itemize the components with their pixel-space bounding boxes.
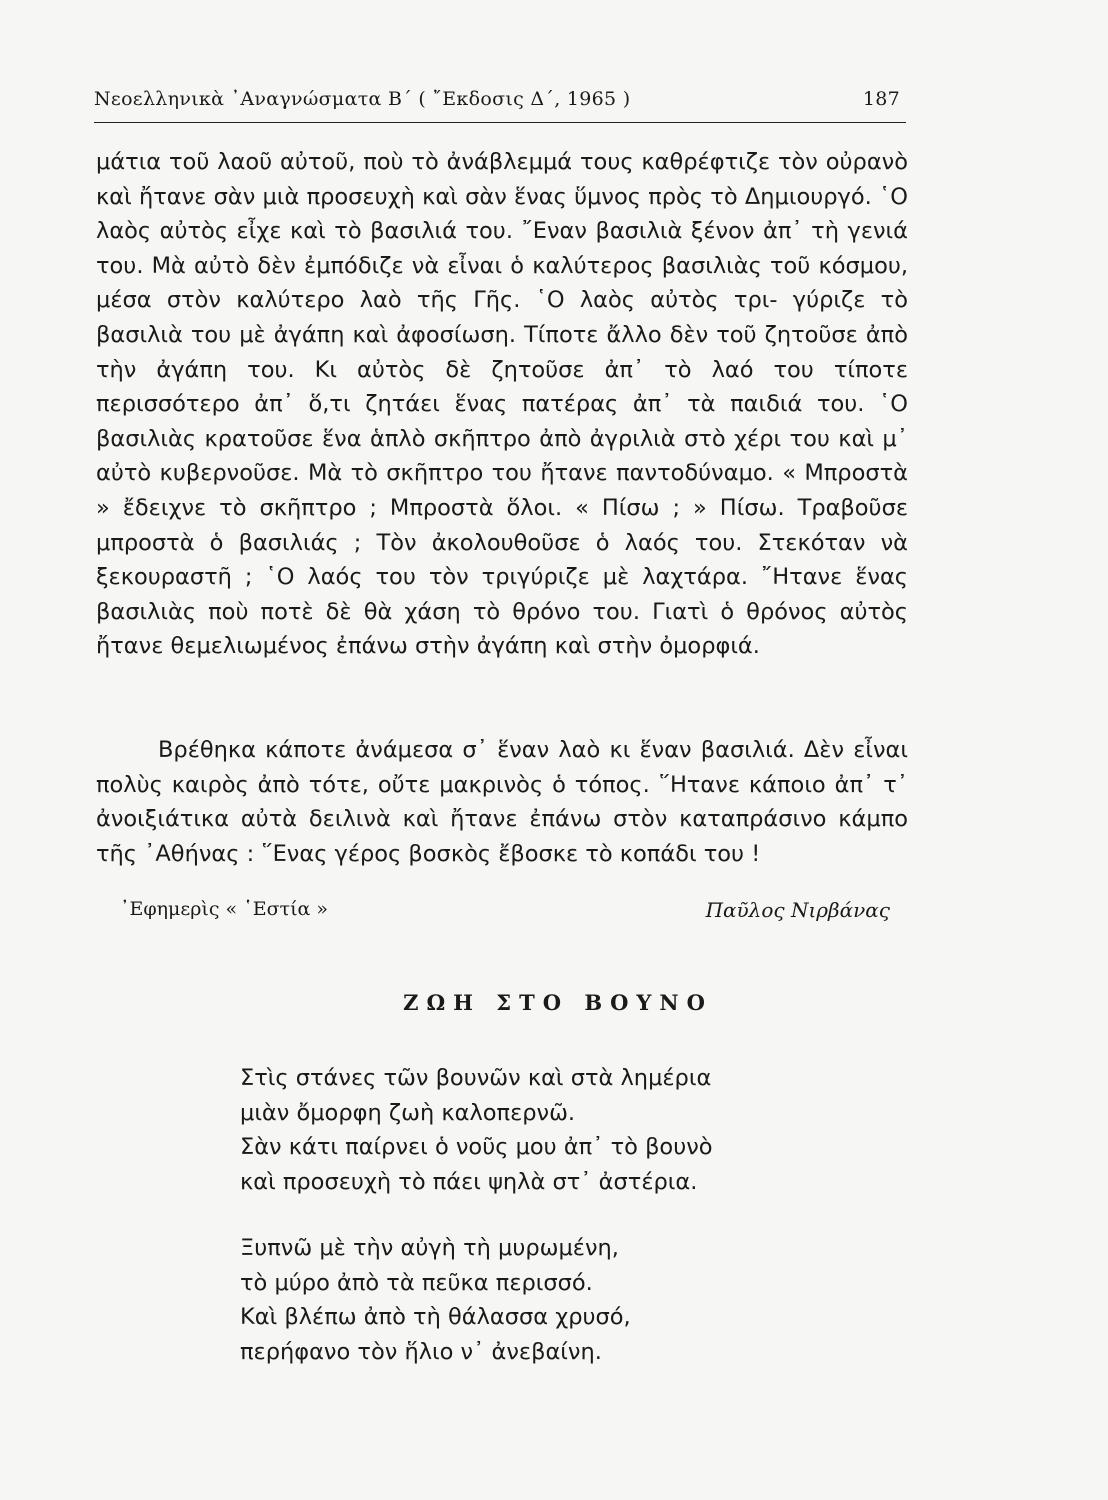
- author-name: Παῦλος Νιρβάνας: [705, 898, 890, 922]
- text-line: παιδιά του. ῾Ο βασιλιὰς κρατοῦσε ἕνα ἁπλὸ σκῆπτρο ἀπὸ ἀγριλιὰ: [96, 391, 909, 452]
- text-line: λαό του τίποτε περισσότερο ἀπ᾽ ὅ,τι ζητάει ἕνας πατέρας ἀπ᾽ τὰ: [96, 356, 908, 418]
- poem-stanza-2: [240, 1231, 880, 1369]
- text-line: παντοδύναμο. « Μπροστὰ » ἔδειχνε τὸ σκῆπτρο ; Μπροστὰ ὅλοι.: [96, 460, 908, 521]
- text-line: « Πίσω ; » Πίσω. Τραβοῦσε μπροστὰ ὁ βασιλιάς ; Τὸν ἀκολουθοῦσε: [96, 494, 908, 556]
- text-line: καὶ στὴν ὀμορφιά.: [554, 633, 760, 660]
- text-line: τὴ γενιά του. Μὰ αὐτὸ δὲν ἐμπόδιζε νὰ εἶναι ὁ καλύτερος βασιλιὰς: [96, 218, 909, 279]
- page-number: 187: [862, 88, 900, 110]
- text-line: πολὺς καιρὸς ἀπὸ τότε, οὔτε μακρινὸς ὁ τόπος. ῞Ητανε κάποιο: [96, 771, 826, 798]
- verse-line: περήφανο τὸν ἥλιο ν᾽ ἀνεβαίνη.: [240, 1338, 602, 1365]
- text-line: ἀπ᾽ τ᾽ ἀνοιξιάτικα αὐτὰ δειλινὰ καὶ ἤτανε ἐπάνω στὸν καταπράσινο: [96, 771, 909, 833]
- text-line: μὲ λαχτάρα. ῎Ητανε ἕνας βασιλιὰς ποὺ ποτὲ δὲ θὰ χάση τὸ θρόνο: [96, 564, 908, 625]
- running-head: [94, 86, 906, 116]
- text-line: ὁ λαός του. Στεκόταν νὰ ξεκουραστῆ ; ῾Ο λαός του τὸν τριγύριζε: [96, 529, 908, 591]
- verse-line: Στὶς στάνες τῶν βουνῶν καὶ στὰ λημέρια: [240, 1065, 712, 1091]
- text-line: Βρέθηκα κάποτε ἀνάμεσα σ᾽ ἕναν λαὸ κι ἕναν βασιλιά. Δὲν εἶναι: [158, 737, 908, 763]
- text-line: στὸ χέρι του καὶ μ᾽ αὐτὸ κυβερνοῦσε. Μὰ τὸ σκῆπτρο του ἤτανε: [96, 425, 909, 487]
- verse-line: καὶ προσευχὴ τὸ πάει ψηλὰ στ᾽ ἀστέρια.: [240, 1168, 698, 1195]
- verse-line: Καὶ βλέπω ἀπὸ τὴ θάλασσα χρυσό,: [240, 1304, 631, 1331]
- verse-line: Σὰν κάτι παίρνει ὁ νοῦς μου ἀπ᾽ τὸ βουνὸ: [240, 1134, 713, 1161]
- text-line: τοῦ κόσμου, μέσα στὸν καλύτερο λαὸ τῆς Γῆς. ῾Ο λαὸς αὐτὸς τρι-: [96, 252, 909, 314]
- text-line: γύριζε τὸ βασιλιὰ του μὲ ἀγάπη καὶ ἀφοσίωση. Τίποτε ἄλλο δὲν: [96, 287, 908, 348]
- running-head-title: Νεοελληνικὰ ᾽Αναγνώσματα Β΄ ( ῎Εκδοσις Δ΄, 1965 ): [94, 88, 631, 110]
- text-line: κάμπο τῆς ᾽Αθήνας : ῞Ενας γέρος βοσκὸς ἔβοσκε τὸ κοπάδι του !: [96, 806, 909, 867]
- text-line: του. Γιατὶ ὁ θρόνος αὐτὸς ἤτανε θεμελιωμένος ἐπάνω στὴν ἀγάπη: [96, 598, 908, 660]
- header-rule: [94, 122, 906, 123]
- verse-line: τὸ μύρο ἀπὸ τὰ πεῦκα περισσό.: [240, 1269, 593, 1296]
- text-line: μάτια τοῦ λαοῦ αὐτοῦ, ποὺ τὸ ἀνάβλεμμά τους καθρέφτιζε τὸν οὐρανὸ: [96, 149, 908, 175]
- prose-paragraph-2: [96, 733, 908, 871]
- source-attribution: ᾽Εφημερὶς « ῾Εστία »: [120, 898, 329, 920]
- verse-line: μιὰν ὄμορφη ζωὴ καλοπερνῶ.: [240, 1099, 576, 1126]
- verse-line: Ξυπνῶ μὲ τὴν αὐγὴ τὴ μυρωμένη,: [240, 1235, 619, 1261]
- poem-title: ΖΩΗ ΣΤΟ ΒΟΥΝΟ: [403, 990, 713, 1015]
- text-line: τοῦ ζητοῦσε ἀπὸ τὴν ἀγάπη του. Κι αὐτὸς δὲ ζητοῦσε ἀπ᾽ τὸ: [96, 321, 908, 383]
- prose-paragraph-1: [96, 145, 908, 664]
- text-line: ῾Ο λαὸς αὐτὸς εἶχε καὶ τὸ βασιλιά του. ῎Εναν βασιλιὰ ξένον ἀπ᾽: [96, 183, 908, 245]
- poem-stanza-1: [240, 1061, 880, 1199]
- text-line: καὶ ἤτανε σὰν μιὰ προσευχὴ καὶ σὰν ἕνας ὕμνος πρὸς τὸ Δημιουργό.: [96, 183, 872, 210]
